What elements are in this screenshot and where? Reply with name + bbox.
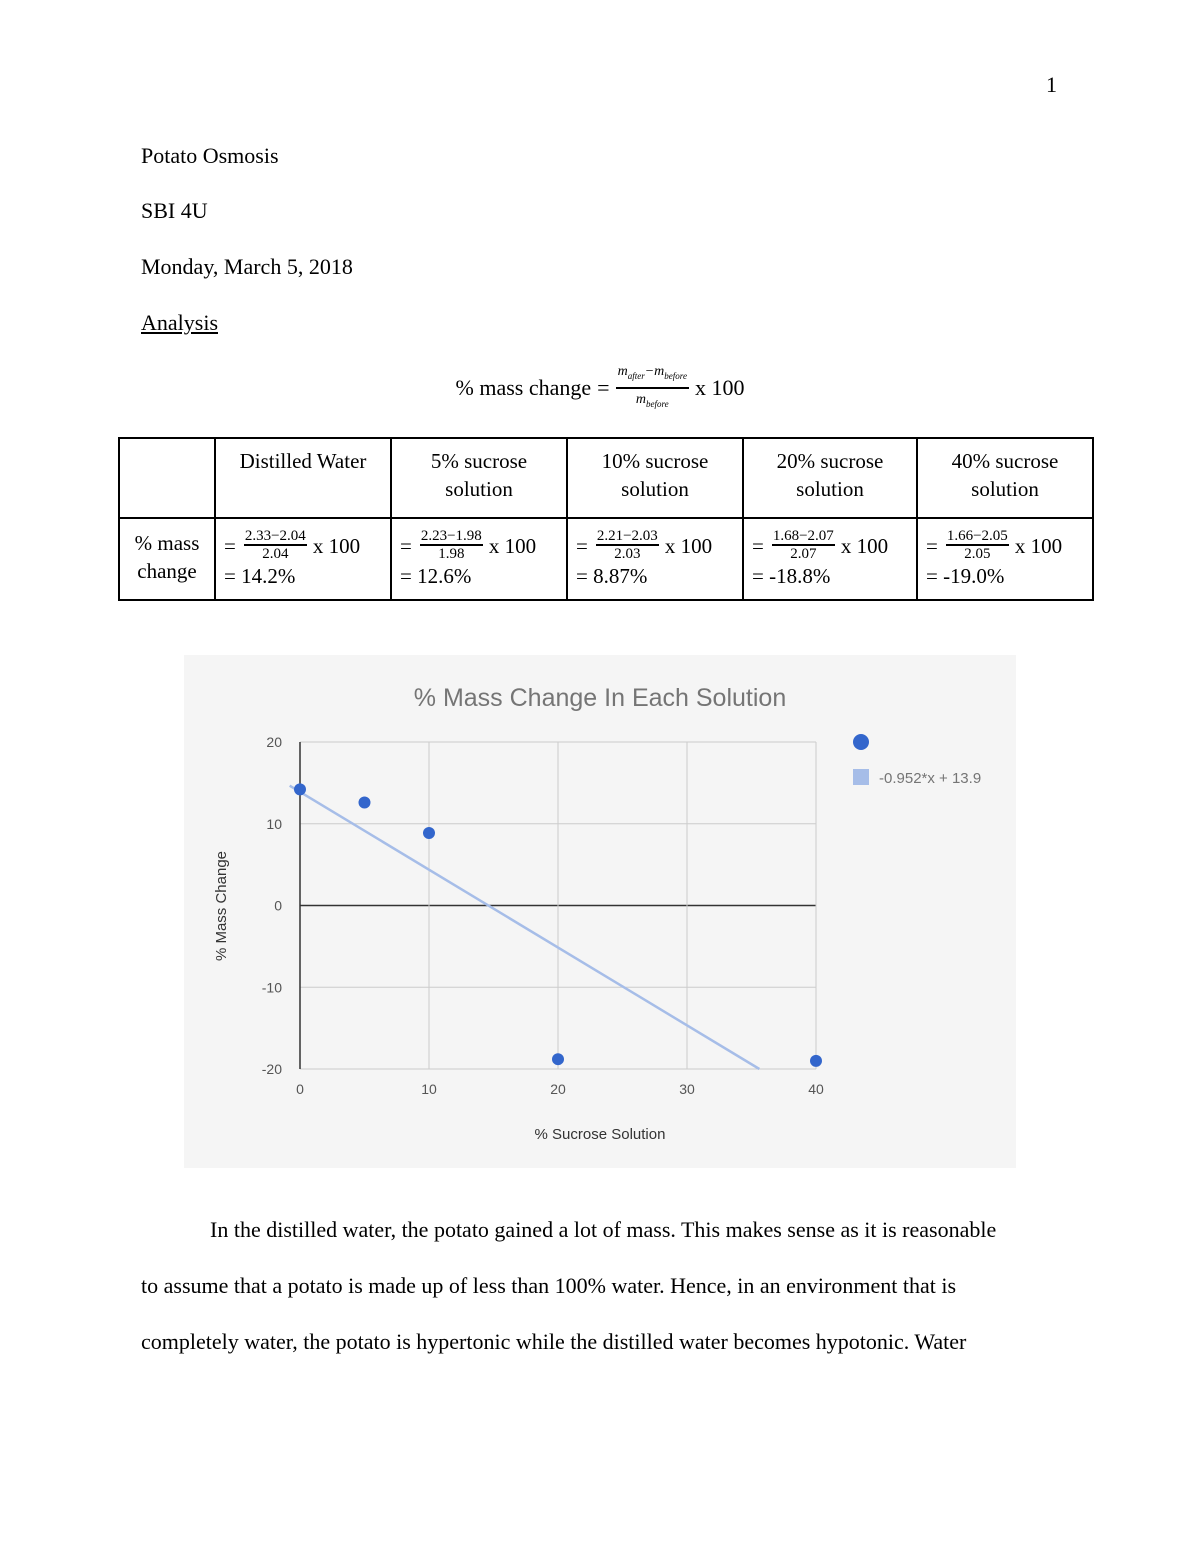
x-axis-label: % Sucrose Solution [534, 1126, 666, 1143]
y-axis-label: % Mass Change [213, 850, 230, 962]
document-date: Monday, March 5, 2018 [141, 254, 353, 279]
scatter-chart [184, 655, 1016, 1168]
data-point [810, 1055, 822, 1067]
course-code: SBI 4U [141, 198, 208, 223]
table-cell: = $\frac{2.33-2.04}{2.04}$ x 100 = 14.2% [215, 518, 391, 600]
x-tick-label: 40 [808, 1081, 824, 1097]
table-row [119, 518, 1093, 600]
page-number: 1 [1046, 72, 1057, 97]
section-heading: Analysis [141, 310, 218, 335]
paragraph-line: In the distilled water, the potato gained a lot of mass. This makes sense as it is reasonable [210, 1217, 997, 1242]
x-tick-label: 10 [421, 1081, 437, 1097]
table-header-cell: Distilled Water [215, 438, 391, 518]
document-title: Potato Osmosis [141, 143, 279, 168]
data-point [294, 783, 306, 795]
x-tick-label: 30 [679, 1081, 695, 1097]
chart-title: % Mass Change In Each Solution [413, 684, 787, 712]
chart-canvas [184, 655, 1016, 1168]
table-header-cell [119, 438, 215, 518]
y-tick-label: 10 [266, 815, 282, 832]
table-header-cell: 20% sucrose solution [743, 438, 917, 518]
table-header-cell: 5% sucrose solution [391, 438, 567, 518]
data-point [359, 796, 371, 808]
paragraph-line: completely water, the potato is hypertonic while the distilled water becomes hypotonic. Water [141, 1329, 967, 1354]
legend-point-marker [853, 734, 869, 750]
table-cell: = $\frac{1.66-2.05}{2.05}$ x 100 = -19.0% [917, 518, 1093, 600]
legend-trend-swatch [853, 769, 869, 785]
table-row-label: % mass change [119, 518, 215, 600]
formula-denominator: $m_{before}$ [635, 391, 669, 409]
analysis-paragraph [141, 1202, 1061, 1370]
y-tick-label: 0 [274, 897, 282, 914]
data-point [552, 1053, 564, 1065]
x-tick-label: 0 [296, 1081, 304, 1097]
data-point [423, 827, 435, 839]
table-cell: = $\frac{2.23-1.98}{1.98}$ x 100 = 12.6% [391, 518, 567, 600]
trendline [290, 786, 760, 1069]
formula-fraction [616, 364, 689, 412]
table-cell: = $\frac{2.21-2.03}{2.03}$ x 100 = 8.87% [567, 518, 743, 600]
x-tick-label: 20 [550, 1081, 566, 1097]
paragraph-line: to assume that a potato is made up of less than 100% water. Hence, in an environment that is [141, 1273, 957, 1298]
y-tick-label: -10 [261, 979, 282, 996]
table-header-row [119, 438, 1093, 518]
y-tick-label: -20 [261, 1061, 282, 1077]
formula-rhs: x 100 [694, 374, 745, 400]
formula-equals: = [597, 374, 610, 400]
formula-lhs: % mass change [455, 374, 592, 400]
table-cell: = $\frac{1.68-2.07}{2.07}$ x 100 = -18.8% [743, 518, 917, 600]
table-header-cell: 10% sucrose solution [567, 438, 743, 518]
formula-numerator: $m_{after}-m_{before}$ [616, 364, 689, 389]
legend-trend-label: -0.952*x + 13.9 [879, 770, 982, 787]
mass-change-formula [0, 364, 1200, 412]
table-header-cell: 40% sucrose solution [917, 438, 1093, 518]
mass-change-table [118, 437, 1094, 601]
y-tick-label: 20 [266, 734, 282, 750]
